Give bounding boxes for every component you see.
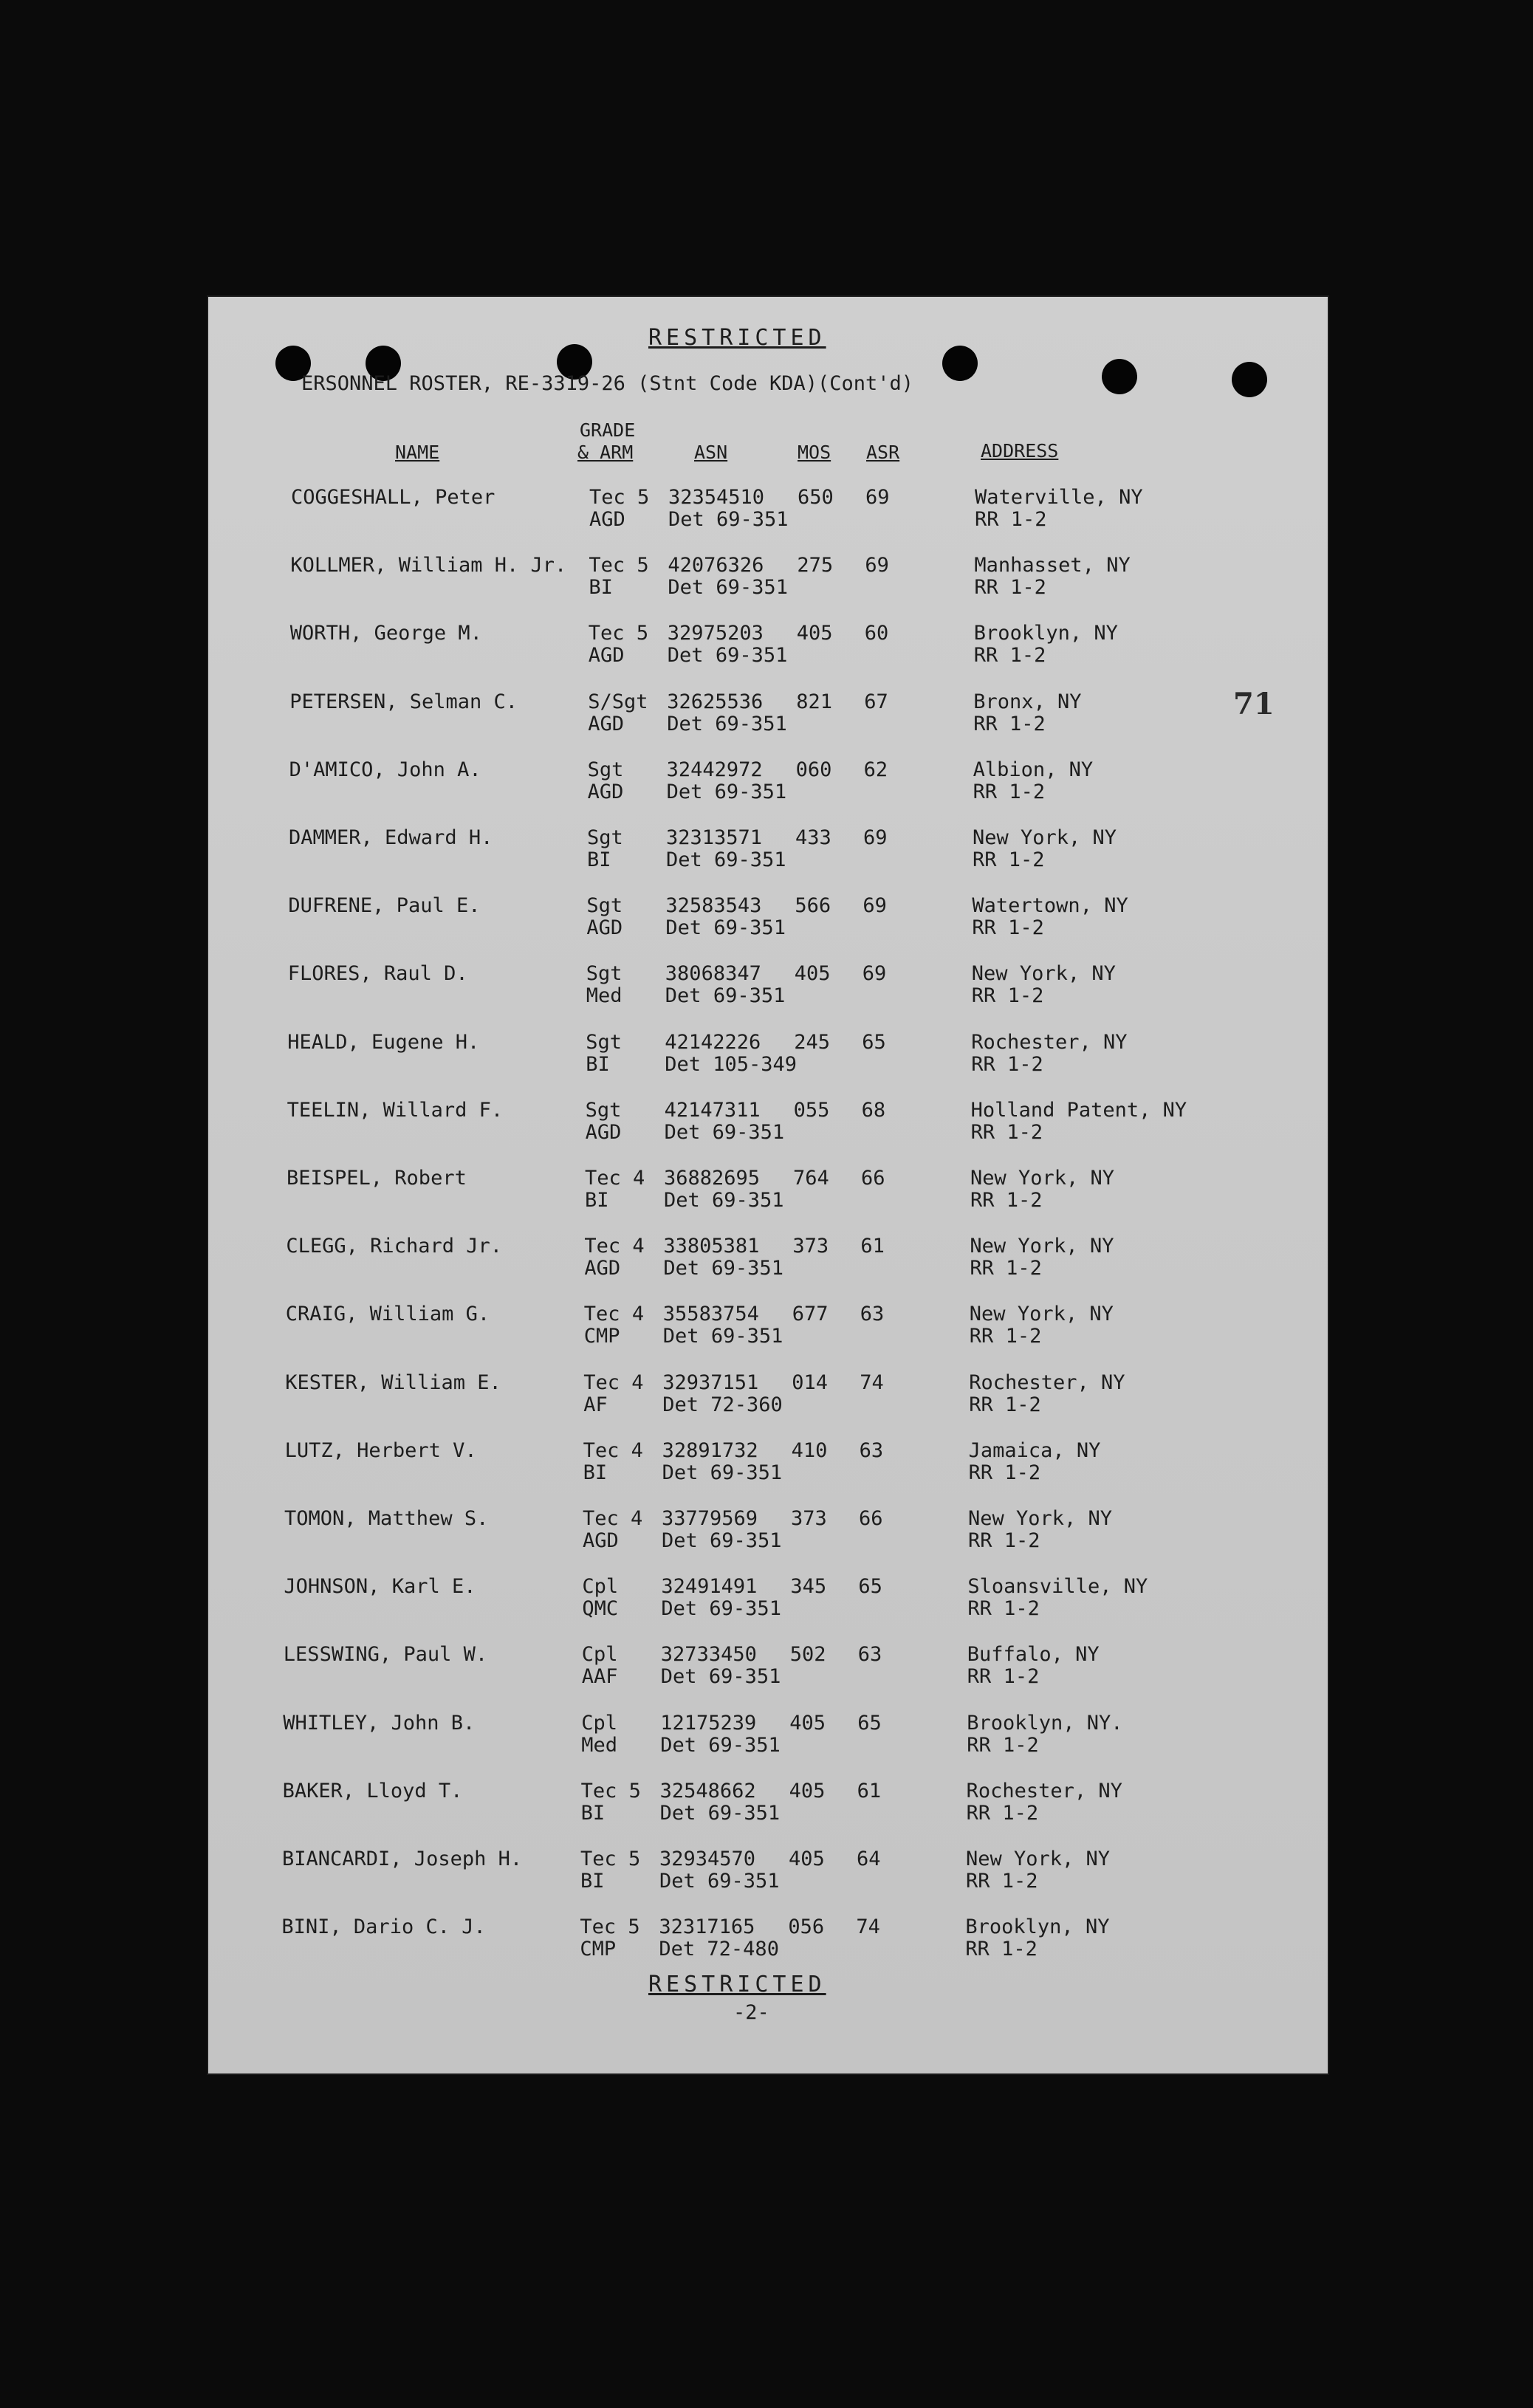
roster-mos: 014 — [792, 1371, 828, 1394]
roster-city: Bronx, NY — [973, 690, 1082, 713]
roster-name: BAKER, Lloyd T. — [282, 1779, 463, 1802]
roster-city: Watertown, NY — [972, 894, 1128, 918]
roster-arm: CMP — [583, 1325, 620, 1348]
table-row — [207, 486, 1329, 554]
roster-asn: 33779569 — [662, 1507, 758, 1530]
roster-city: New York, NY — [970, 1235, 1114, 1258]
restricted-header: RESTRICTED — [648, 325, 826, 351]
roster-name: FLORES, Raul D. — [287, 962, 468, 986]
roster-grade: Cpl — [582, 1575, 619, 1599]
page-number: -2- — [733, 2001, 769, 2024]
roster-detachment: Det 69-351 — [665, 916, 786, 940]
roster-asr: 66 — [859, 1507, 883, 1530]
roster-asn: 35583754 — [662, 1303, 759, 1326]
roster-detachment: Det 69-351 — [661, 1597, 781, 1621]
roster-rr: RR 1-2 — [966, 1870, 1038, 1893]
column-header-asn: ASN — [694, 442, 728, 463]
roster-mos: 373 — [792, 1235, 829, 1258]
roster-asn: 32548662 — [659, 1779, 756, 1802]
roster-city: New York, NY — [969, 1303, 1114, 1326]
roster-city: Brooklyn, NY — [973, 622, 1118, 645]
roster-asr: 63 — [857, 1643, 882, 1667]
restricted-footer: RESTRICTED — [648, 1972, 826, 1997]
roster-mos: 405 — [789, 1848, 825, 1870]
roster-rr: RR 1-2 — [970, 1189, 1043, 1212]
roster-grade: Tec 5 — [580, 1779, 641, 1802]
roster-city: Brooklyn, NY — [965, 1915, 1110, 1939]
roster-city: Jamaica, NY — [968, 1438, 1101, 1462]
roster-name: KOLLMER, William H. Jr. — [290, 554, 567, 577]
column-header-mos: MOS — [798, 442, 831, 463]
table-row — [207, 1712, 1329, 1780]
roster-city: Waterville, NY — [975, 486, 1143, 509]
roster-name: COGGESHALL, Peter — [291, 486, 495, 509]
table-row — [207, 1371, 1329, 1439]
roster-city: Rochester, NY — [971, 1030, 1128, 1054]
roster-mos: 275 — [797, 554, 834, 577]
roster-asr: 66 — [861, 1167, 885, 1190]
table-row — [207, 894, 1329, 962]
roster-detachment: Det 69-351 — [662, 1461, 783, 1484]
roster-grade: Tec 4 — [583, 1507, 643, 1530]
roster-rr: RR 1-2 — [969, 1393, 1041, 1416]
roster-asr: 69 — [865, 554, 889, 577]
roster-rr: RR 1-2 — [973, 780, 1046, 803]
roster-asr: 65 — [858, 1575, 882, 1599]
roster-city: Rochester, NY — [969, 1371, 1125, 1394]
roster-mos: 566 — [795, 894, 831, 918]
roster-asr: 68 — [861, 1098, 886, 1122]
roster-asr: 61 — [860, 1235, 885, 1258]
column-header-name: NAME — [395, 442, 440, 463]
roster-arm: AGD — [588, 712, 624, 735]
roster-name: DAMMER, Edward H. — [289, 826, 493, 849]
roster-arm: QMC — [582, 1597, 619, 1621]
punch-hole — [942, 346, 978, 381]
roster-mos: 433 — [795, 826, 831, 849]
roster-detachment: Det 69-351 — [665, 984, 786, 1008]
roster-city: Buffalo, NY — [967, 1643, 1100, 1667]
roster-rr: RR 1-2 — [965, 1938, 1038, 1961]
roster-name: LUTZ, Herbert V. — [284, 1438, 477, 1462]
roster-arm: Med — [581, 1733, 617, 1757]
roster-asn: 42142226 — [665, 1030, 761, 1054]
roster-mos: 056 — [788, 1915, 825, 1939]
roster-name: TEELIN, Willard F. — [287, 1098, 504, 1122]
roster-grade: Tec 5 — [580, 1915, 640, 1939]
roster-asr: 61 — [857, 1779, 882, 1802]
roster-arm: BI — [589, 576, 613, 600]
column-header-grade-bottom: & ARM — [577, 442, 634, 463]
roster-detachment: Det 69-351 — [668, 576, 788, 600]
roster-city: New York, NY — [968, 1507, 1113, 1530]
roster-mos: 677 — [792, 1303, 829, 1326]
roster-asr: 74 — [856, 1915, 880, 1939]
table-row — [207, 826, 1329, 894]
roster-asn: 32891732 — [662, 1438, 758, 1462]
roster-detachment: Det 69-351 — [659, 1870, 780, 1893]
roster-rr: RR 1-2 — [968, 1529, 1040, 1552]
roster-detachment: Det 69-351 — [663, 1257, 783, 1280]
roster-grade: Tec 5 — [588, 622, 649, 645]
roster-rr: RR 1-2 — [972, 916, 1044, 940]
roster-asn: 32975203 — [667, 622, 764, 645]
roster-detachment: Det 69-351 — [660, 1665, 781, 1689]
roster-grade: Sgt — [586, 1030, 622, 1054]
roster-asn: 32442972 — [666, 758, 763, 781]
roster-asn: 38068347 — [665, 962, 761, 986]
roster-arm: AAF — [581, 1665, 618, 1689]
roster-arm: AGD — [589, 508, 625, 531]
roster-rr: RR 1-2 — [967, 1733, 1039, 1757]
roster-city: Albion, NY — [973, 758, 1094, 781]
table-row — [207, 1099, 1329, 1167]
roster-mos: 821 — [796, 690, 832, 713]
roster-detachment: Det 69-351 — [667, 712, 787, 735]
roster-city: Manhasset, NY — [974, 554, 1131, 577]
roster-grade: Tec 4 — [584, 1235, 645, 1258]
table-row — [207, 554, 1329, 622]
roster-name: HEALD, Eugene H. — [287, 1030, 480, 1054]
roster-asn: 32313571 — [666, 826, 763, 849]
roster-asr: 74 — [860, 1371, 884, 1394]
roster-asn: 32733450 — [660, 1643, 757, 1667]
roster-grade: Tec 4 — [585, 1167, 645, 1190]
roster-asn: 36882695 — [664, 1167, 761, 1190]
roster-asn: 12175239 — [660, 1711, 757, 1735]
table-row — [207, 1303, 1329, 1371]
roster-arm: AGD — [587, 780, 624, 803]
table-row — [207, 1848, 1329, 1915]
column-header-address: ADDRESS — [981, 440, 1059, 462]
roster-grade: Tec 4 — [583, 1303, 645, 1326]
roster-rr: RR 1-2 — [970, 1120, 1043, 1144]
roster-city: Sloansville, NY — [967, 1575, 1148, 1599]
roster-rr: RR 1-2 — [973, 848, 1045, 871]
roster-asn: 42147311 — [664, 1098, 761, 1122]
roster-name: BIANCARDI, Joseph H. — [282, 1848, 523, 1870]
roster-mos: 502 — [789, 1643, 826, 1667]
roster-rr: RR 1-2 — [971, 1052, 1043, 1076]
roster-detachment: Det 69-351 — [667, 644, 788, 668]
roster-rr: RR 1-2 — [970, 1257, 1042, 1280]
roster-mos: 650 — [798, 486, 834, 509]
roster-detachment: Det 69-351 — [664, 1120, 785, 1144]
roster-grade: Sgt — [587, 826, 623, 849]
roster-arm: AGD — [586, 916, 623, 940]
roster-city: New York, NY — [966, 1848, 1111, 1870]
roster-arm: BI — [585, 1189, 609, 1212]
document-title: ERSONNEL ROSTER, RE-3319-26 (Stnt Code KDA)(Cont'd) — [301, 372, 914, 395]
roster-arm: BI — [583, 1461, 608, 1484]
roster-mos: 405 — [796, 622, 833, 645]
roster-asr: 69 — [863, 826, 888, 849]
roster-asn: 33805381 — [663, 1235, 760, 1258]
roster-rr: RR 1-2 — [973, 712, 1046, 735]
roster-arm: AGD — [584, 1257, 621, 1280]
roster-grade: Tec 4 — [583, 1371, 644, 1394]
roster-detachment: Det 69-351 — [660, 1733, 781, 1757]
roster-name: BEISPEL, Robert — [287, 1167, 467, 1190]
roster-arm: AGD — [588, 644, 625, 668]
roster-name: DUFRENE, Paul E. — [288, 894, 481, 918]
roster-grade: Cpl — [581, 1711, 617, 1735]
roster-rr: RR 1-2 — [971, 984, 1044, 1008]
table-row — [207, 1167, 1329, 1235]
roster-city: New York, NY — [970, 1167, 1115, 1190]
roster-sheet — [207, 295, 1329, 2075]
roster-arm: BI — [586, 1052, 610, 1076]
roster-asr: 60 — [864, 622, 889, 645]
roster-grade: Tec 5 — [589, 486, 650, 509]
roster-mos: 055 — [793, 1098, 830, 1122]
roster-arm: AGD — [585, 1120, 622, 1144]
roster-grade: S/Sgt — [588, 690, 648, 713]
roster-detachment: Det 69-351 — [662, 1325, 783, 1348]
roster-detachment: Det 69-351 — [664, 1189, 784, 1212]
roster-detachment: Det 69-351 — [666, 848, 786, 871]
roster-detachment: Det 69-351 — [662, 1529, 782, 1552]
roster-asn: 32317165 — [659, 1915, 755, 1939]
roster-rr: RR 1-2 — [973, 644, 1046, 668]
roster-arm: BI — [580, 1801, 606, 1825]
roster-rr: RR 1-2 — [967, 1597, 1040, 1621]
roster-mos: 764 — [793, 1167, 829, 1190]
roster-asn: 32625536 — [667, 690, 764, 713]
roster-grade: Sgt — [586, 962, 623, 986]
roster-name: PETERSEN, Selman C. — [289, 690, 518, 713]
table-row — [207, 690, 1329, 758]
roster-grade: Tec 5 — [589, 554, 649, 577]
page-mark: 71 — [1233, 687, 1275, 721]
roster-rr: RR 1-2 — [975, 508, 1047, 531]
roster-detachment: Det 105-349 — [665, 1052, 797, 1076]
roster-mos: 405 — [789, 1779, 826, 1802]
table-row — [207, 1031, 1329, 1099]
column-header-grade-top: GRADE — [580, 419, 636, 441]
roster-name: LESSWING, Paul W. — [283, 1643, 488, 1667]
table-row — [207, 1235, 1329, 1303]
roster-asr: 62 — [863, 758, 888, 781]
roster-asr: 69 — [862, 962, 887, 986]
roster-rr: RR 1-2 — [966, 1801, 1039, 1825]
roster-name: WHITLEY, John B. — [283, 1711, 476, 1735]
roster-asn: 32354510 — [668, 486, 765, 509]
roster-name: KESTER, William E. — [285, 1371, 501, 1394]
roster-asn: 32934570 — [659, 1848, 756, 1870]
roster-mos: 345 — [790, 1575, 827, 1599]
roster-city: New York, NY — [973, 826, 1117, 849]
table-row — [207, 1575, 1329, 1643]
punch-hole — [1102, 359, 1137, 394]
roster-city: New York, NY — [971, 962, 1116, 986]
roster-asr: 63 — [859, 1438, 884, 1462]
roster-detachment: Det 72-360 — [662, 1393, 783, 1416]
roster-city: Rochester, NY — [966, 1779, 1122, 1802]
roster-asr: 69 — [865, 486, 890, 509]
roster-city: Brooklyn, NY. — [967, 1711, 1123, 1735]
roster-asr: 64 — [857, 1848, 881, 1870]
roster-detachment: Det 72-480 — [659, 1938, 779, 1961]
roster-mos: 405 — [789, 1711, 826, 1735]
roster-arm: AF — [583, 1393, 608, 1416]
roster-name: WORTH, George M. — [289, 622, 482, 645]
roster-detachment: Det 69-351 — [659, 1801, 781, 1825]
roster-arm: Med — [586, 984, 623, 1008]
roster-arm: AGD — [583, 1529, 619, 1552]
roster-asn: 32491491 — [661, 1575, 758, 1599]
roster-mos: 405 — [794, 962, 831, 986]
roster-grade: Sgt — [586, 894, 623, 918]
roster-asn: 42076326 — [668, 554, 764, 577]
roster-mos: 410 — [791, 1438, 828, 1462]
table-row — [207, 1780, 1329, 1848]
table-row — [207, 1643, 1329, 1711]
roster-name: BINI, Dario C. J. — [281, 1915, 486, 1939]
roster-name: D'AMICO, John A. — [289, 758, 481, 781]
roster-mos: 060 — [795, 758, 832, 781]
roster-arm: CMP — [580, 1938, 617, 1961]
roster-mos: 245 — [794, 1030, 830, 1054]
roster-grade: Tec 4 — [583, 1438, 643, 1462]
roster-grade: Sgt — [585, 1098, 622, 1122]
roster-mos: 373 — [791, 1507, 827, 1530]
roster-grade: Sgt — [587, 758, 624, 781]
roster-rr: RR 1-2 — [967, 1665, 1040, 1689]
roster-asn: 32937151 — [662, 1371, 759, 1394]
table-row — [207, 1439, 1329, 1507]
roster-rr: RR 1-2 — [974, 576, 1046, 600]
roster-city: Holland Patent, NY — [970, 1098, 1187, 1122]
roster-grade: Cpl — [581, 1643, 618, 1667]
table-row — [207, 622, 1329, 690]
roster-name: JOHNSON, Karl E. — [284, 1575, 476, 1599]
roster-asr: 65 — [862, 1030, 886, 1054]
column-header-asr: ASR — [866, 442, 900, 463]
roster-arm: BI — [587, 848, 611, 871]
punch-hole — [1232, 362, 1267, 397]
roster-asn: 32583543 — [665, 894, 762, 918]
roster-rr: RR 1-2 — [968, 1461, 1041, 1484]
table-row — [207, 962, 1329, 1030]
roster-detachment: Det 69-351 — [668, 508, 789, 531]
roster-name: TOMON, Matthew S. — [284, 1507, 489, 1530]
roster-grade: Tec 5 — [580, 1848, 641, 1870]
table-row — [207, 758, 1329, 826]
table-row — [207, 1507, 1329, 1575]
roster-name: CLEGG, Richard Jr. — [286, 1235, 502, 1258]
roster-asr: 65 — [857, 1711, 882, 1735]
roster-asr: 69 — [862, 894, 887, 918]
roster-asr: 67 — [864, 690, 888, 713]
roster-name: CRAIG, William G. — [285, 1303, 490, 1326]
roster-arm: BI — [580, 1870, 605, 1893]
roster-rr: RR 1-2 — [969, 1325, 1042, 1348]
roster-detachment: Det 69-351 — [666, 780, 787, 803]
roster-asr: 63 — [860, 1303, 885, 1326]
